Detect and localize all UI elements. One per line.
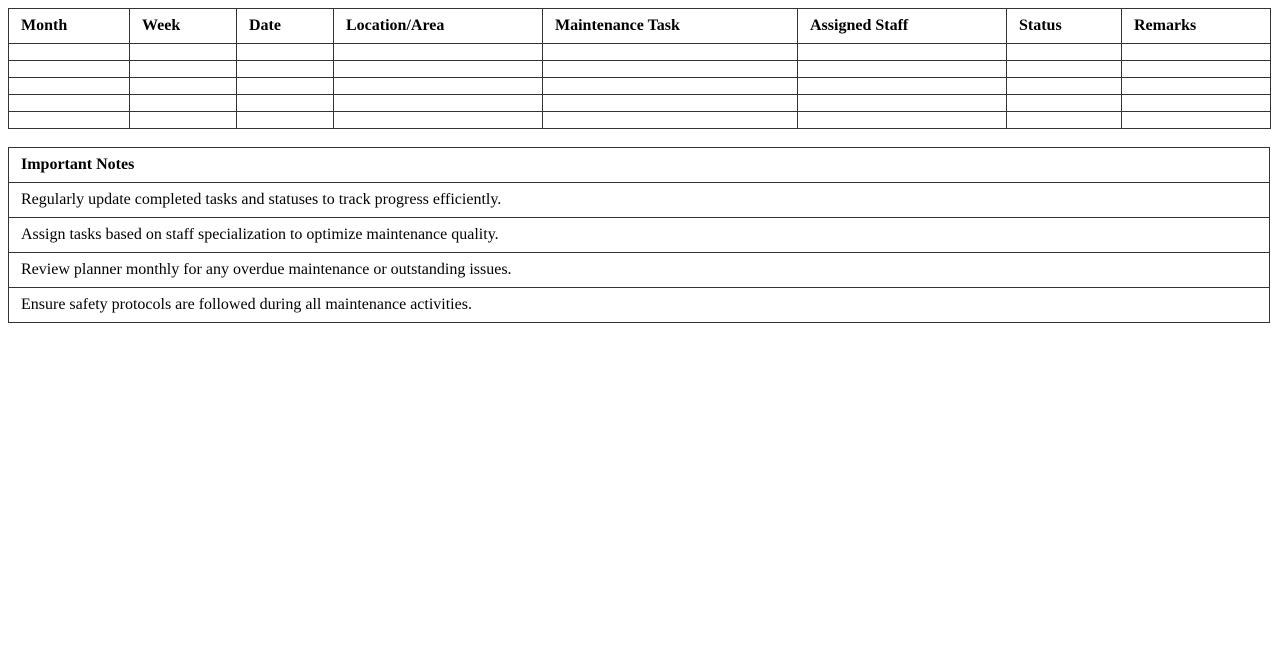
table-cell[interactable] <box>130 78 237 95</box>
table-cell[interactable] <box>543 44 798 61</box>
table-cell[interactable] <box>543 78 798 95</box>
important-notes-table <box>8 147 1270 323</box>
table-cell[interactable] <box>798 95 1007 112</box>
table-cell[interactable] <box>237 112 334 129</box>
table-cell[interactable] <box>1122 112 1271 129</box>
table-cell[interactable] <box>334 61 543 78</box>
column-header-week: Week <box>130 9 237 44</box>
column-header-location: Location/Area <box>334 9 543 44</box>
table-cell[interactable] <box>798 61 1007 78</box>
table-cell[interactable] <box>130 44 237 61</box>
column-header-month: Month <box>9 9 130 44</box>
note-row <box>9 218 1270 253</box>
table-header-row <box>9 9 1271 44</box>
table-cell[interactable] <box>1007 61 1122 78</box>
maintenance-planner-table <box>8 8 1271 129</box>
table-cell[interactable] <box>334 44 543 61</box>
table-cell[interactable] <box>1122 44 1271 61</box>
table-cell[interactable] <box>9 61 130 78</box>
note-item: Review planner monthly for any overdue maintenance or outstanding issues. <box>9 253 1270 288</box>
notes-title: Important Notes <box>9 148 1270 183</box>
table-cell[interactable] <box>1122 61 1271 78</box>
note-item: Assign tasks based on staff specialization to optimize maintenance quality. <box>9 218 1270 253</box>
table-cell[interactable] <box>543 95 798 112</box>
table-cell[interactable] <box>130 112 237 129</box>
table-cell[interactable] <box>334 112 543 129</box>
table-cell[interactable] <box>1007 112 1122 129</box>
table-cell[interactable] <box>798 112 1007 129</box>
note-row <box>9 183 1270 218</box>
table-cell[interactable] <box>237 95 334 112</box>
table-cell[interactable] <box>1007 78 1122 95</box>
column-header-status: Status <box>1007 9 1122 44</box>
note-row <box>9 253 1270 288</box>
column-header-staff: Assigned Staff <box>798 9 1007 44</box>
note-item: Regularly update completed tasks and statuses to track progress efficiently. <box>9 183 1270 218</box>
table-cell[interactable] <box>237 78 334 95</box>
table-cell[interactable] <box>1007 95 1122 112</box>
note-row <box>9 288 1270 323</box>
table-cell[interactable] <box>237 44 334 61</box>
table-cell[interactable] <box>1122 95 1271 112</box>
table-cell[interactable] <box>9 112 130 129</box>
table-cell[interactable] <box>9 44 130 61</box>
column-header-remarks: Remarks <box>1122 9 1271 44</box>
table-cell[interactable] <box>543 112 798 129</box>
table-cell[interactable] <box>798 78 1007 95</box>
table-cell[interactable] <box>130 61 237 78</box>
table-row <box>9 61 1271 78</box>
table-row <box>9 112 1271 129</box>
column-header-date: Date <box>237 9 334 44</box>
table-cell[interactable] <box>798 44 1007 61</box>
table-cell[interactable] <box>1122 78 1271 95</box>
table-cell[interactable] <box>9 95 130 112</box>
note-item: Ensure safety protocols are followed during all maintenance activities. <box>9 288 1270 323</box>
table-row <box>9 44 1271 61</box>
table-cell[interactable] <box>237 61 334 78</box>
table-row <box>9 95 1271 112</box>
table-row <box>9 78 1271 95</box>
column-header-task: Maintenance Task <box>543 9 798 44</box>
table-cell[interactable] <box>334 78 543 95</box>
notes-header-row <box>9 148 1270 183</box>
table-cell[interactable] <box>334 95 543 112</box>
table-cell[interactable] <box>1007 44 1122 61</box>
table-cell[interactable] <box>130 95 237 112</box>
table-cell[interactable] <box>9 78 130 95</box>
table-cell[interactable] <box>543 61 798 78</box>
